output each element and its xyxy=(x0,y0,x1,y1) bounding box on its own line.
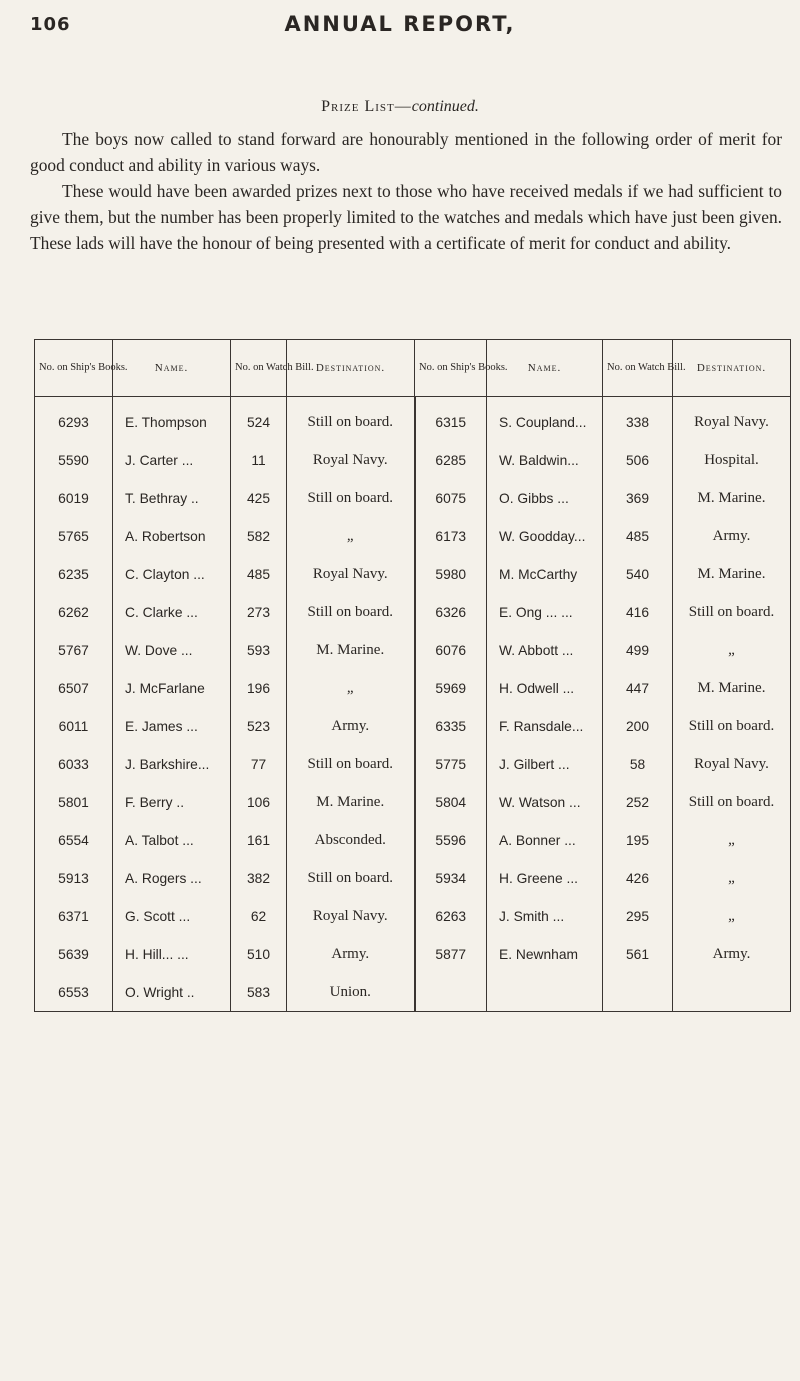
table-row xyxy=(35,669,791,707)
destination: M. Marine. xyxy=(673,555,791,593)
boy-name: S. Coupland... xyxy=(487,397,603,442)
destination: Royal Navy. xyxy=(287,555,415,593)
running-title: ANNUAL REPORT, xyxy=(284,12,516,36)
ships-books-number: 6076 xyxy=(415,631,487,669)
boy-name: O. Wright .. xyxy=(113,973,231,1012)
watch-bill-number: 506 xyxy=(603,441,673,479)
watch-bill-number: 426 xyxy=(603,859,673,897)
ships-books-number: 6285 xyxy=(415,441,487,479)
watch-bill-number: 499 xyxy=(603,631,673,669)
boy-name: T. Bethray .. xyxy=(113,479,231,517)
boy-name: J. Smith ... xyxy=(487,897,603,935)
watch-bill-number: 425 xyxy=(231,479,287,517)
boy-name: M. McCarthy xyxy=(487,555,603,593)
table-row xyxy=(35,973,791,1012)
ships-books-number: 6075 xyxy=(415,479,487,517)
boy-name: J. Gilbert ... xyxy=(487,745,603,783)
ships-books-number: 5969 xyxy=(415,669,487,707)
ships-books-number: 6019 xyxy=(35,479,113,517)
table-row xyxy=(35,397,791,442)
boy-name: E. James ... xyxy=(113,707,231,745)
boy-name: C. Clayton ... xyxy=(113,555,231,593)
watch-bill-number: 583 xyxy=(231,973,287,1012)
header-ships-books: No. on Ship's Books. xyxy=(35,340,113,397)
table-row xyxy=(35,517,791,555)
boy-name xyxy=(487,973,603,1012)
watch-bill-number: 510 xyxy=(231,935,287,973)
section-title-separator: — xyxy=(394,98,412,115)
destination: Still on board. xyxy=(287,859,415,897)
destination: Royal Navy. xyxy=(673,745,791,783)
watch-bill-number: 561 xyxy=(603,935,673,973)
ships-books-number: 6553 xyxy=(35,973,113,1012)
ships-books-number xyxy=(415,973,487,1012)
table-row xyxy=(35,935,791,973)
boy-name: H. Odwell ... xyxy=(487,669,603,707)
watch-bill-number: 485 xyxy=(603,517,673,555)
header-ships-books: No. on Ship's Books. xyxy=(415,340,487,397)
ships-books-number: 5639 xyxy=(35,935,113,973)
table-row xyxy=(35,897,791,935)
watch-bill-number: 58 xyxy=(603,745,673,783)
table-row xyxy=(35,783,791,821)
table-row xyxy=(35,859,791,897)
table-row xyxy=(35,631,791,669)
destination: Army. xyxy=(287,707,415,745)
watch-bill-number: 369 xyxy=(603,479,673,517)
destination: M. Marine. xyxy=(673,669,791,707)
table-row xyxy=(35,821,791,859)
destination: Absconded. xyxy=(287,821,415,859)
ships-books-number: 6554 xyxy=(35,821,113,859)
intro-paragraph: These would have been awarded prizes next to those who have received medals if we had sufficient to give them, but the number has been properly limited to the watches and medals which have just been given. These lads will have the honour of being presented with a certificate of merit for conduct and ability. xyxy=(30,181,782,253)
watch-bill-number: 540 xyxy=(603,555,673,593)
destination: Still on board. xyxy=(673,707,791,745)
destination: Army. xyxy=(287,935,415,973)
header-watch-bill: No. on Watch Bill. xyxy=(231,340,287,397)
destination: „ xyxy=(287,517,415,555)
watch-bill-number: 273 xyxy=(231,593,287,631)
header-destination: Destination. xyxy=(673,340,791,397)
boy-name: W. Dove ... xyxy=(113,631,231,669)
destination: „ xyxy=(287,669,415,707)
ships-books-number: 5877 xyxy=(415,935,487,973)
watch-bill-number: 106 xyxy=(231,783,287,821)
ships-books-number: 5596 xyxy=(415,821,487,859)
table-row xyxy=(35,745,791,783)
boy-name: C. Clarke ... xyxy=(113,593,231,631)
boy-name: A. Robertson xyxy=(113,517,231,555)
boy-name: G. Scott ... xyxy=(113,897,231,935)
ships-books-number: 6262 xyxy=(35,593,113,631)
ships-books-number: 6335 xyxy=(415,707,487,745)
destination: Royal Navy. xyxy=(287,897,415,935)
destination: Union. xyxy=(287,973,415,1012)
watch-bill-number: 338 xyxy=(603,397,673,442)
watch-bill-number: 382 xyxy=(231,859,287,897)
destination: „ xyxy=(673,821,791,859)
destination: Royal Navy. xyxy=(287,441,415,479)
watch-bill-number: 447 xyxy=(603,669,673,707)
prize-list-table xyxy=(34,339,791,1012)
ships-books-number: 5934 xyxy=(415,859,487,897)
ships-books-number: 5767 xyxy=(35,631,113,669)
watch-bill-number xyxy=(603,973,673,1012)
destination: Still on board. xyxy=(287,479,415,517)
section-title-suffix: continued. xyxy=(411,98,479,115)
boy-name: J. McFarlane xyxy=(113,669,231,707)
destination: M. Marine. xyxy=(673,479,791,517)
ships-books-number: 6371 xyxy=(35,897,113,935)
destination: Army. xyxy=(673,517,791,555)
boy-name: W. Baldwin... xyxy=(487,441,603,479)
ships-books-number: 6326 xyxy=(415,593,487,631)
table-row xyxy=(35,707,791,745)
boy-name: E. Ong ... ... xyxy=(487,593,603,631)
header-name: Name. xyxy=(487,340,603,397)
destination: Still on board. xyxy=(673,783,791,821)
destination: Still on board. xyxy=(287,745,415,783)
watch-bill-number: 200 xyxy=(603,707,673,745)
boy-name: O. Gibbs ... xyxy=(487,479,603,517)
ships-books-number: 5804 xyxy=(415,783,487,821)
intro-text xyxy=(30,126,782,256)
destination xyxy=(673,973,791,1012)
destination: Army. xyxy=(673,935,791,973)
watch-bill-number: 62 xyxy=(231,897,287,935)
destination: Still on board. xyxy=(287,397,415,442)
watch-bill-number: 593 xyxy=(231,631,287,669)
ships-books-number: 6263 xyxy=(415,897,487,935)
ships-books-number: 5913 xyxy=(35,859,113,897)
destination: Hospital. xyxy=(673,441,791,479)
ships-books-number: 6173 xyxy=(415,517,487,555)
boy-name: H. Greene ... xyxy=(487,859,603,897)
table-row xyxy=(35,479,791,517)
table-row xyxy=(35,593,791,631)
watch-bill-number: 524 xyxy=(231,397,287,442)
boy-name: W. Abbott ... xyxy=(487,631,603,669)
table-row xyxy=(35,555,791,593)
section-title xyxy=(0,98,800,116)
watch-bill-number: 523 xyxy=(231,707,287,745)
watch-bill-number: 416 xyxy=(603,593,673,631)
destination: M. Marine. xyxy=(287,631,415,669)
header-watch-bill: No. on Watch Bill. xyxy=(603,340,673,397)
watch-bill-number: 161 xyxy=(231,821,287,859)
watch-bill-number: 11 xyxy=(231,441,287,479)
ships-books-number: 5765 xyxy=(35,517,113,555)
destination: Still on board. xyxy=(287,593,415,631)
watch-bill-number: 582 xyxy=(231,517,287,555)
watch-bill-number: 196 xyxy=(231,669,287,707)
intro-paragraph: The boys now called to stand forward are honourably mentioned in the following order of merit for good conduct and ability in various ways. xyxy=(30,129,782,175)
destination: „ xyxy=(673,897,791,935)
boy-name: A. Bonner ... xyxy=(487,821,603,859)
ships-books-number: 6011 xyxy=(35,707,113,745)
boy-name: E. Thompson xyxy=(113,397,231,442)
ships-books-number: 5775 xyxy=(415,745,487,783)
table-header-row xyxy=(35,340,791,397)
watch-bill-number: 295 xyxy=(603,897,673,935)
section-title-main: Prize List xyxy=(321,98,395,115)
boy-name: A. Talbot ... xyxy=(113,821,231,859)
ships-books-number: 6235 xyxy=(35,555,113,593)
destination: M. Marine. xyxy=(287,783,415,821)
boy-name: F. Ransdale... xyxy=(487,707,603,745)
watch-bill-number: 252 xyxy=(603,783,673,821)
boy-name: E. Newnham xyxy=(487,935,603,973)
ships-books-number: 6293 xyxy=(35,397,113,442)
header-destination: Destination. xyxy=(287,340,415,397)
boy-name: J. Barkshire... xyxy=(113,745,231,783)
boy-name: W. Goodday... xyxy=(487,517,603,555)
ships-books-number: 5590 xyxy=(35,441,113,479)
destination: „ xyxy=(673,631,791,669)
boy-name: J. Carter ... xyxy=(113,441,231,479)
watch-bill-number: 195 xyxy=(603,821,673,859)
watch-bill-number: 485 xyxy=(231,555,287,593)
ships-books-number: 5980 xyxy=(415,555,487,593)
page-number: 106 xyxy=(30,14,71,35)
destination: „ xyxy=(673,859,791,897)
boy-name: H. Hill... ... xyxy=(113,935,231,973)
boy-name: F. Berry .. xyxy=(113,783,231,821)
destination: Still on board. xyxy=(673,593,791,631)
watch-bill-number: 77 xyxy=(231,745,287,783)
ships-books-number: 6507 xyxy=(35,669,113,707)
boy-name: A. Rogers ... xyxy=(113,859,231,897)
ships-books-number: 6315 xyxy=(415,397,487,442)
destination: Royal Navy. xyxy=(673,397,791,442)
ships-books-number: 6033 xyxy=(35,745,113,783)
boy-name: W. Watson ... xyxy=(487,783,603,821)
ships-books-number: 5801 xyxy=(35,783,113,821)
table-row xyxy=(35,441,791,479)
header-name: Name. xyxy=(113,340,231,397)
